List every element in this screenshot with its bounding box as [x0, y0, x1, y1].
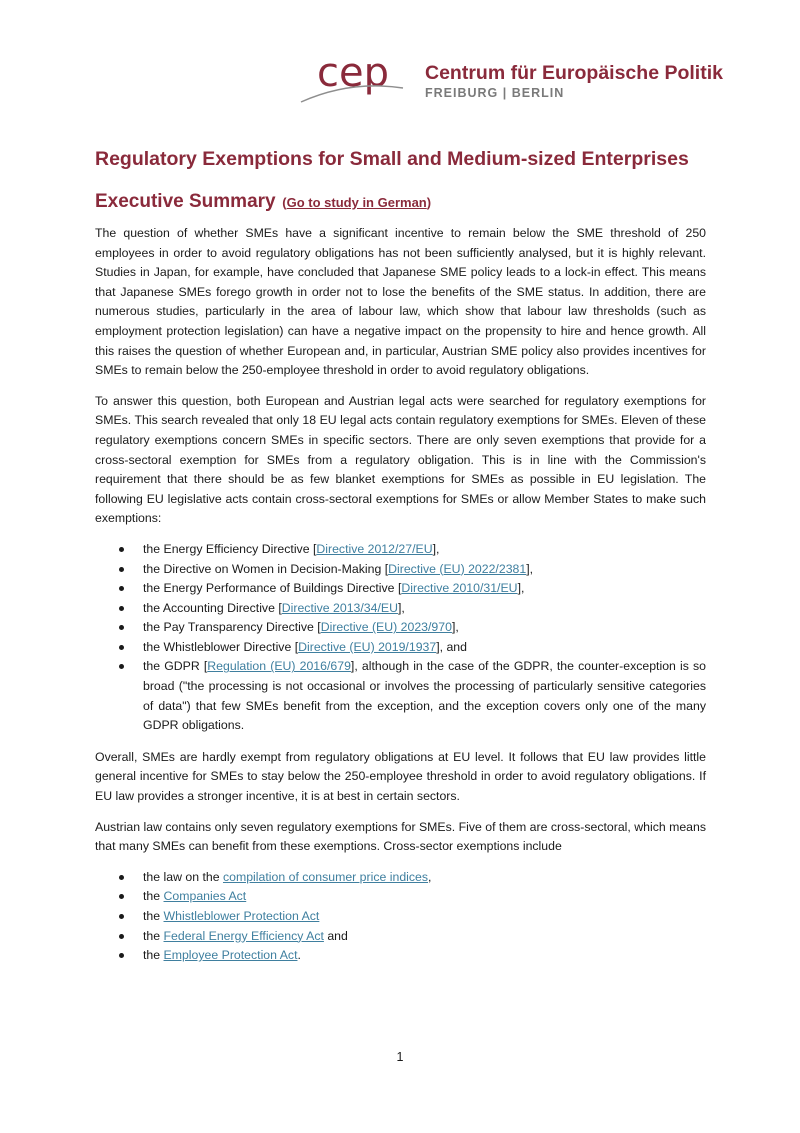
- page-number: 1: [396, 1050, 404, 1064]
- list-item: the Energy Efficiency Directive [Directive 2012/27/EU],: [95, 540, 706, 560]
- section-heading-text: Executive Summary: [95, 191, 276, 212]
- cep-logo: [295, 50, 420, 110]
- german-study-link[interactable]: Go to study in German: [286, 195, 427, 210]
- document-body: [95, 224, 706, 978]
- legal-act-link[interactable]: Directive (EU) 2023/970: [320, 620, 452, 635]
- list-item: the GDPR [Regulation (EU) 2016/679], although in the case of the GDPR, the counter-exception is so broad ("the processing is not occasional or involves the processing of particularly sensitive categories of data") that few SMEs benefit from the exception, and the exception covers only one of the many GDPR obligations.: [95, 657, 706, 735]
- paragraph: The question of whether SMEs have a significant incentive to remain below the SME threshold of 250 employees in order to avoid regulatory obligations has not been sufficiently analysed, but it is highly relevant. Studies in Japan, for example, have concluded that Japanese SME policy leads to a lock-in effect. This means that Japanese SMEs forego growth in order not to lose the benefits of the SME status. In addition, there are numerous studies, particularly in the area of labour law, which show that labour law thresholds (such as employment protection legislation) can have a negative impact on the propensity to hire and hence growth. All this raises the question of whether European and, in particular, Austrian SME policy also provides incentives for SMEs to remain below the 250-employee threshold in order to avoid regulatory obligations.: [95, 226, 706, 378]
- list-item: the law on the compilation of consumer price indices,: [95, 868, 706, 888]
- list-item: the Whistleblower Protection Act: [95, 907, 706, 927]
- legal-act-link[interactable]: compilation of consumer price indices: [222, 869, 429, 884]
- legal-act-link[interactable]: Directive 2012/27/EU: [316, 541, 433, 556]
- header: [295, 50, 723, 110]
- paragraph: Austrian law contains only seven regulatory exemptions for SMEs. Five of them are cross-sectoral, which means that many SMEs can benefit from these exemptions. Cross-sector exemptions include: [95, 819, 707, 854]
- german-study-link-wrap: (Go to study in German): [282, 195, 432, 210]
- list-item: the Whistleblower Directive [Directive (EU) 2019/1937], and: [95, 638, 706, 658]
- legal-act-link[interactable]: Directive (EU) 2019/1937: [298, 639, 437, 654]
- section-heading: [95, 186, 735, 214]
- logo-text: cep: [317, 50, 389, 96]
- document-title: Regulatory Exemptions for Small and Medium-sized Enterprises: [95, 148, 689, 170]
- legal-act-link[interactable]: Directive 2013/34/EU: [281, 600, 398, 615]
- paragraph: Overall, SMEs are hardly exempt from regulatory obligations at EU level. It follows that EU law provides little general incentive for SMEs to stay below the 250-employee threshold in order to avoid regulatory obligations. If EU law provides a stronger incentive, it is at best in certain sectors.: [95, 749, 706, 804]
- list-item: the Federal Energy Efficiency Act and: [95, 927, 706, 947]
- legal-act-link[interactable]: Directive (EU) 2022/2381: [388, 561, 527, 576]
- list-item: the Employee Protection Act.: [95, 946, 706, 966]
- list-item: the Energy Performance of Buildings Directive [Directive 2010/31/EU],: [95, 579, 706, 599]
- legal-act-link[interactable]: Companies Act: [163, 889, 247, 904]
- legal-act-link[interactable]: Directive 2010/31/EU: [401, 581, 518, 596]
- eu-acts-list: [95, 540, 706, 736]
- legal-act-link[interactable]: Federal Energy Efficiency Act: [163, 928, 324, 943]
- legal-act-link[interactable]: Regulation (EU) 2016/679: [207, 659, 351, 674]
- list-item: the Companies Act: [95, 887, 706, 907]
- org-name: Centrum für Europäische Politik: [425, 62, 723, 84]
- list-item: the Pay Transparency Directive [Directive (EU) 2023/970],: [95, 618, 706, 638]
- paragraph: To answer this question, both European and Austrian legal acts were searched for regulatory exemptions for SMEs. This search revealed that only 18 EU legal acts contain regulatory exemptions for SMEs. Eleven of these regulatory exemptions concern SMEs in specific sectors. There are only seven exemptions that provide for a cross-sectoral exemption for SMEs from a regulatory obligation. This is in line with the Commission's requirement that there should be as few blanket exemptions for SMEs as possible in EU legislation. The following EU legislative acts contain cross-sectoral exemptions for SMEs or allow Member States to make such exemptions:: [95, 393, 706, 526]
- list-item: the Directive on Women in Decision-Making [Directive (EU) 2022/2381],: [95, 560, 706, 580]
- austrian-acts-list: [95, 868, 706, 966]
- legal-act-link[interactable]: Whistleblower Protection Act: [163, 909, 320, 923]
- org-cities: FREIBURG | BERLIN: [425, 86, 565, 100]
- list-item: the Accounting Directive [Directive 2013/34/EU],: [95, 599, 706, 619]
- legal-act-link[interactable]: Employee Protection Act: [163, 948, 298, 963]
